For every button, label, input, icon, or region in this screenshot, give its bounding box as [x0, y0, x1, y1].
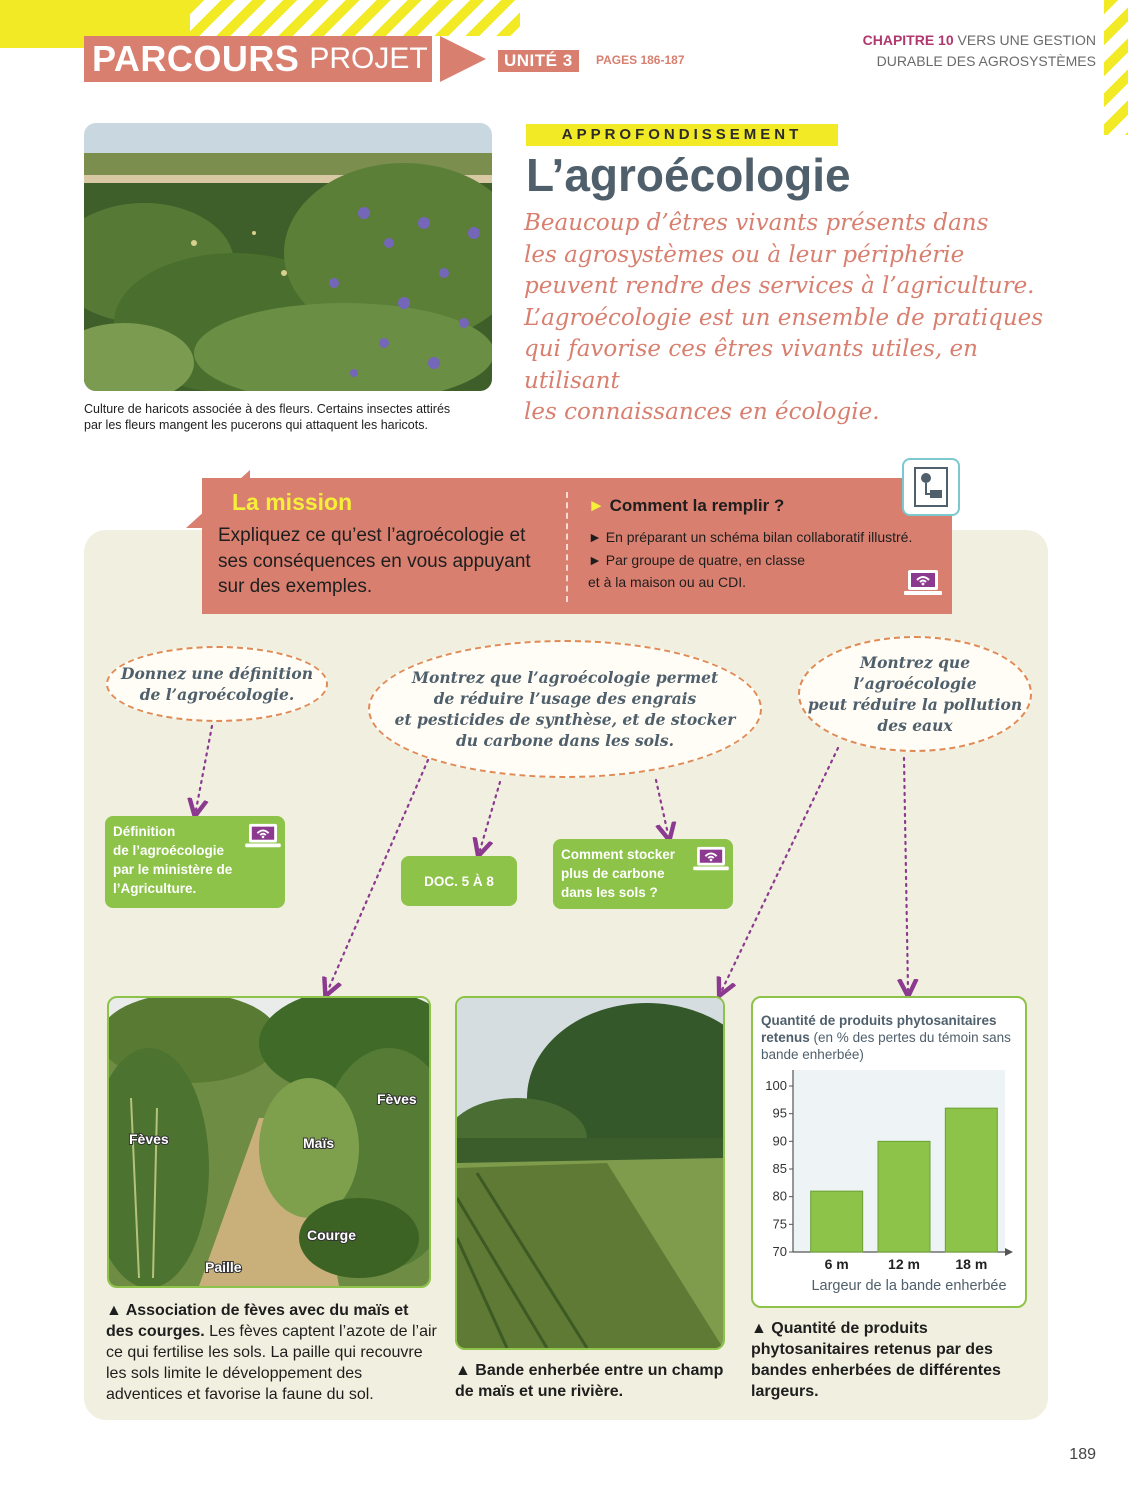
chapter-title-2: DURABLE DES AGROSYSTÈMES	[876, 53, 1096, 69]
y-tick-label: 95	[772, 1105, 787, 1121]
task-line: l’agroécologie	[853, 674, 977, 693]
carbon-resource[interactable]	[553, 839, 733, 909]
chart-bar	[945, 1108, 997, 1252]
y-tick-label: 75	[772, 1216, 787, 1232]
intro-line: qui favorise ces êtres vivants utiles, en utilisant	[524, 336, 978, 394]
caption-grass-strip: ▲ Bande enherbée entre un champ de maïs et une rivière.	[455, 1362, 724, 1400]
caption-text: Bande enherbée entre un champ de maïs et une rivière.	[455, 1362, 724, 1400]
x-tick-label: 12 m	[888, 1256, 920, 1272]
how-item-cont: et à la maison ou au CDI.	[588, 574, 746, 590]
y-tick-label: 100	[765, 1078, 787, 1093]
resource-line: de l’agroécologie	[113, 843, 225, 858]
page-title: L’agroécologie	[526, 149, 851, 201]
caption-chart: ▲ Quantité de produits phytosanitaires retenus par des bandes enherbées de différentes largeurs.	[751, 1320, 1001, 1400]
chapter-title-1: VERS UNE GESTION	[957, 32, 1096, 48]
task-line: et pesticides de synthèse, et de stocker	[394, 710, 736, 729]
intro-line: les connaissances en écologie.	[524, 399, 880, 425]
task-line: du carbone dans les sols.	[455, 731, 675, 750]
grass-strip-photo	[455, 996, 725, 1350]
task-line: des eaux	[877, 716, 953, 735]
y-tick-label: 70	[772, 1244, 787, 1259]
mission-text-line: ses conséquences en vous appuyant	[218, 550, 531, 572]
x-tick-label: 6 m	[824, 1256, 849, 1272]
resource-line: Définition	[113, 824, 176, 839]
resource-line: Comment stocker	[561, 847, 676, 862]
chart-bar	[878, 1141, 930, 1252]
how-item: ► Par groupe de quatre, en classe	[588, 552, 805, 568]
label-paille: Paille	[205, 1259, 242, 1275]
how-title-text: Comment la remplir ?	[609, 496, 785, 515]
resource-line: plus de carbone	[561, 866, 665, 881]
caption-association: ▲ Association de fèves avec du maïs et des courges. Les fèves captent l’azote de l’air ce qui fertilise les sols. La paille qui recouvre les sols limite le développement des adventices et favorise la faune du sol.	[106, 1302, 437, 1403]
pages-ref: PAGES 186-187	[596, 53, 685, 67]
photo-caption-line-2: par les fleurs mangent les pucerons qui attaquent les haricots.	[84, 418, 428, 432]
chart-panel	[751, 996, 1027, 1308]
task-line: Montrez que	[859, 653, 971, 672]
how-item: ► En préparant un schéma bilan collaboratif illustré.	[588, 529, 913, 545]
intro-line: L’agroécologie est un ensemble de pratiques	[524, 304, 1044, 331]
chart-title-bold: Quantité de produits phytosanitaires retenus	[761, 1013, 997, 1045]
laptop-wifi-icon[interactable]	[693, 845, 729, 878]
intro-line: peuvent rendre des services à l’agriculture.	[524, 273, 1035, 299]
caption-bold: Association de fèves avec du maïs et des courges.	[106, 1302, 409, 1340]
resource-line: dans les sols ?	[561, 885, 658, 900]
chart-title-rest: (en % des pertes du témoin sans bande enherbée)	[761, 1030, 1011, 1062]
task-line: Montrez que l’agroécologie permet	[411, 668, 719, 687]
crop-association-photo	[107, 996, 431, 1288]
y-tick-label: 90	[772, 1133, 787, 1149]
parcours-light: PROJET	[309, 42, 428, 75]
label-courge: Courge	[307, 1227, 356, 1243]
x-tick-label: 18 m	[955, 1256, 988, 1272]
x-axis-arrow	[1005, 1248, 1013, 1256]
y-tick-label: 85	[772, 1161, 787, 1176]
definition-resource[interactable]	[105, 816, 285, 908]
chart-bar	[811, 1191, 863, 1252]
caption-rest: Les fèves captent l’azote de l’air ce qui fertilise les sols. La paille qui recouvre les sols limite le développement des adventices et favorise la faune du sol.	[106, 1323, 437, 1403]
intro-line: Beaucoup d’êtres vivants présents dans	[524, 210, 989, 236]
bar-chart	[753, 998, 1025, 1306]
section-tag: APPROFONDISSEMENT	[526, 124, 838, 146]
mission-text-line: Expliquez ce qu’est l’agroécologie et	[218, 525, 526, 546]
laptop-wifi-icon[interactable]	[245, 822, 281, 855]
task-line: de réduire l’usage des engrais	[433, 689, 697, 708]
task-line: Donnez une définition	[121, 664, 313, 683]
task-line: de l’agroécologie.	[139, 685, 295, 704]
label-feves-right: Fèves	[377, 1091, 417, 1107]
chapter-number: CHAPITRE 10	[862, 32, 954, 48]
label-mais: Maïs	[303, 1135, 335, 1151]
parcours-bold: PARCOURS	[92, 38, 300, 79]
page-number: 189	[1069, 1446, 1096, 1463]
mission-title: La mission	[232, 489, 353, 515]
x-axis-label: Largeur de la bande enherbée	[811, 1278, 1007, 1294]
resource-line: par le ministère de	[113, 862, 233, 877]
mission-text-line: sur des exemples.	[218, 576, 373, 597]
how-item-text: Par groupe de quatre, en classe	[605, 552, 805, 568]
task-line: peut réduire la pollution	[807, 695, 1023, 714]
photo-caption-line-1: Culture de haricots associée à des fleurs. Certains insectes attirés	[84, 402, 451, 416]
caption-text: Quantité de produits phytosanitaires retenus par des bandes enherbées de différentes largeurs.	[751, 1320, 1001, 1400]
doc-reference[interactable]: DOC. 5 À 8	[401, 856, 517, 906]
y-tick-label: 80	[772, 1188, 787, 1204]
how-item-text: En préparant un schéma bilan collaboratif illustré.	[605, 529, 913, 545]
label-feves-left: Fèves	[129, 1131, 169, 1147]
unite-badge: UNITÉ 3	[498, 50, 579, 72]
resource-line: l’Agriculture.	[113, 881, 197, 896]
intro-line: les agrosystèmes ou à leur périphérie	[524, 241, 965, 268]
how-title: ► Comment la remplir ?	[588, 496, 785, 515]
